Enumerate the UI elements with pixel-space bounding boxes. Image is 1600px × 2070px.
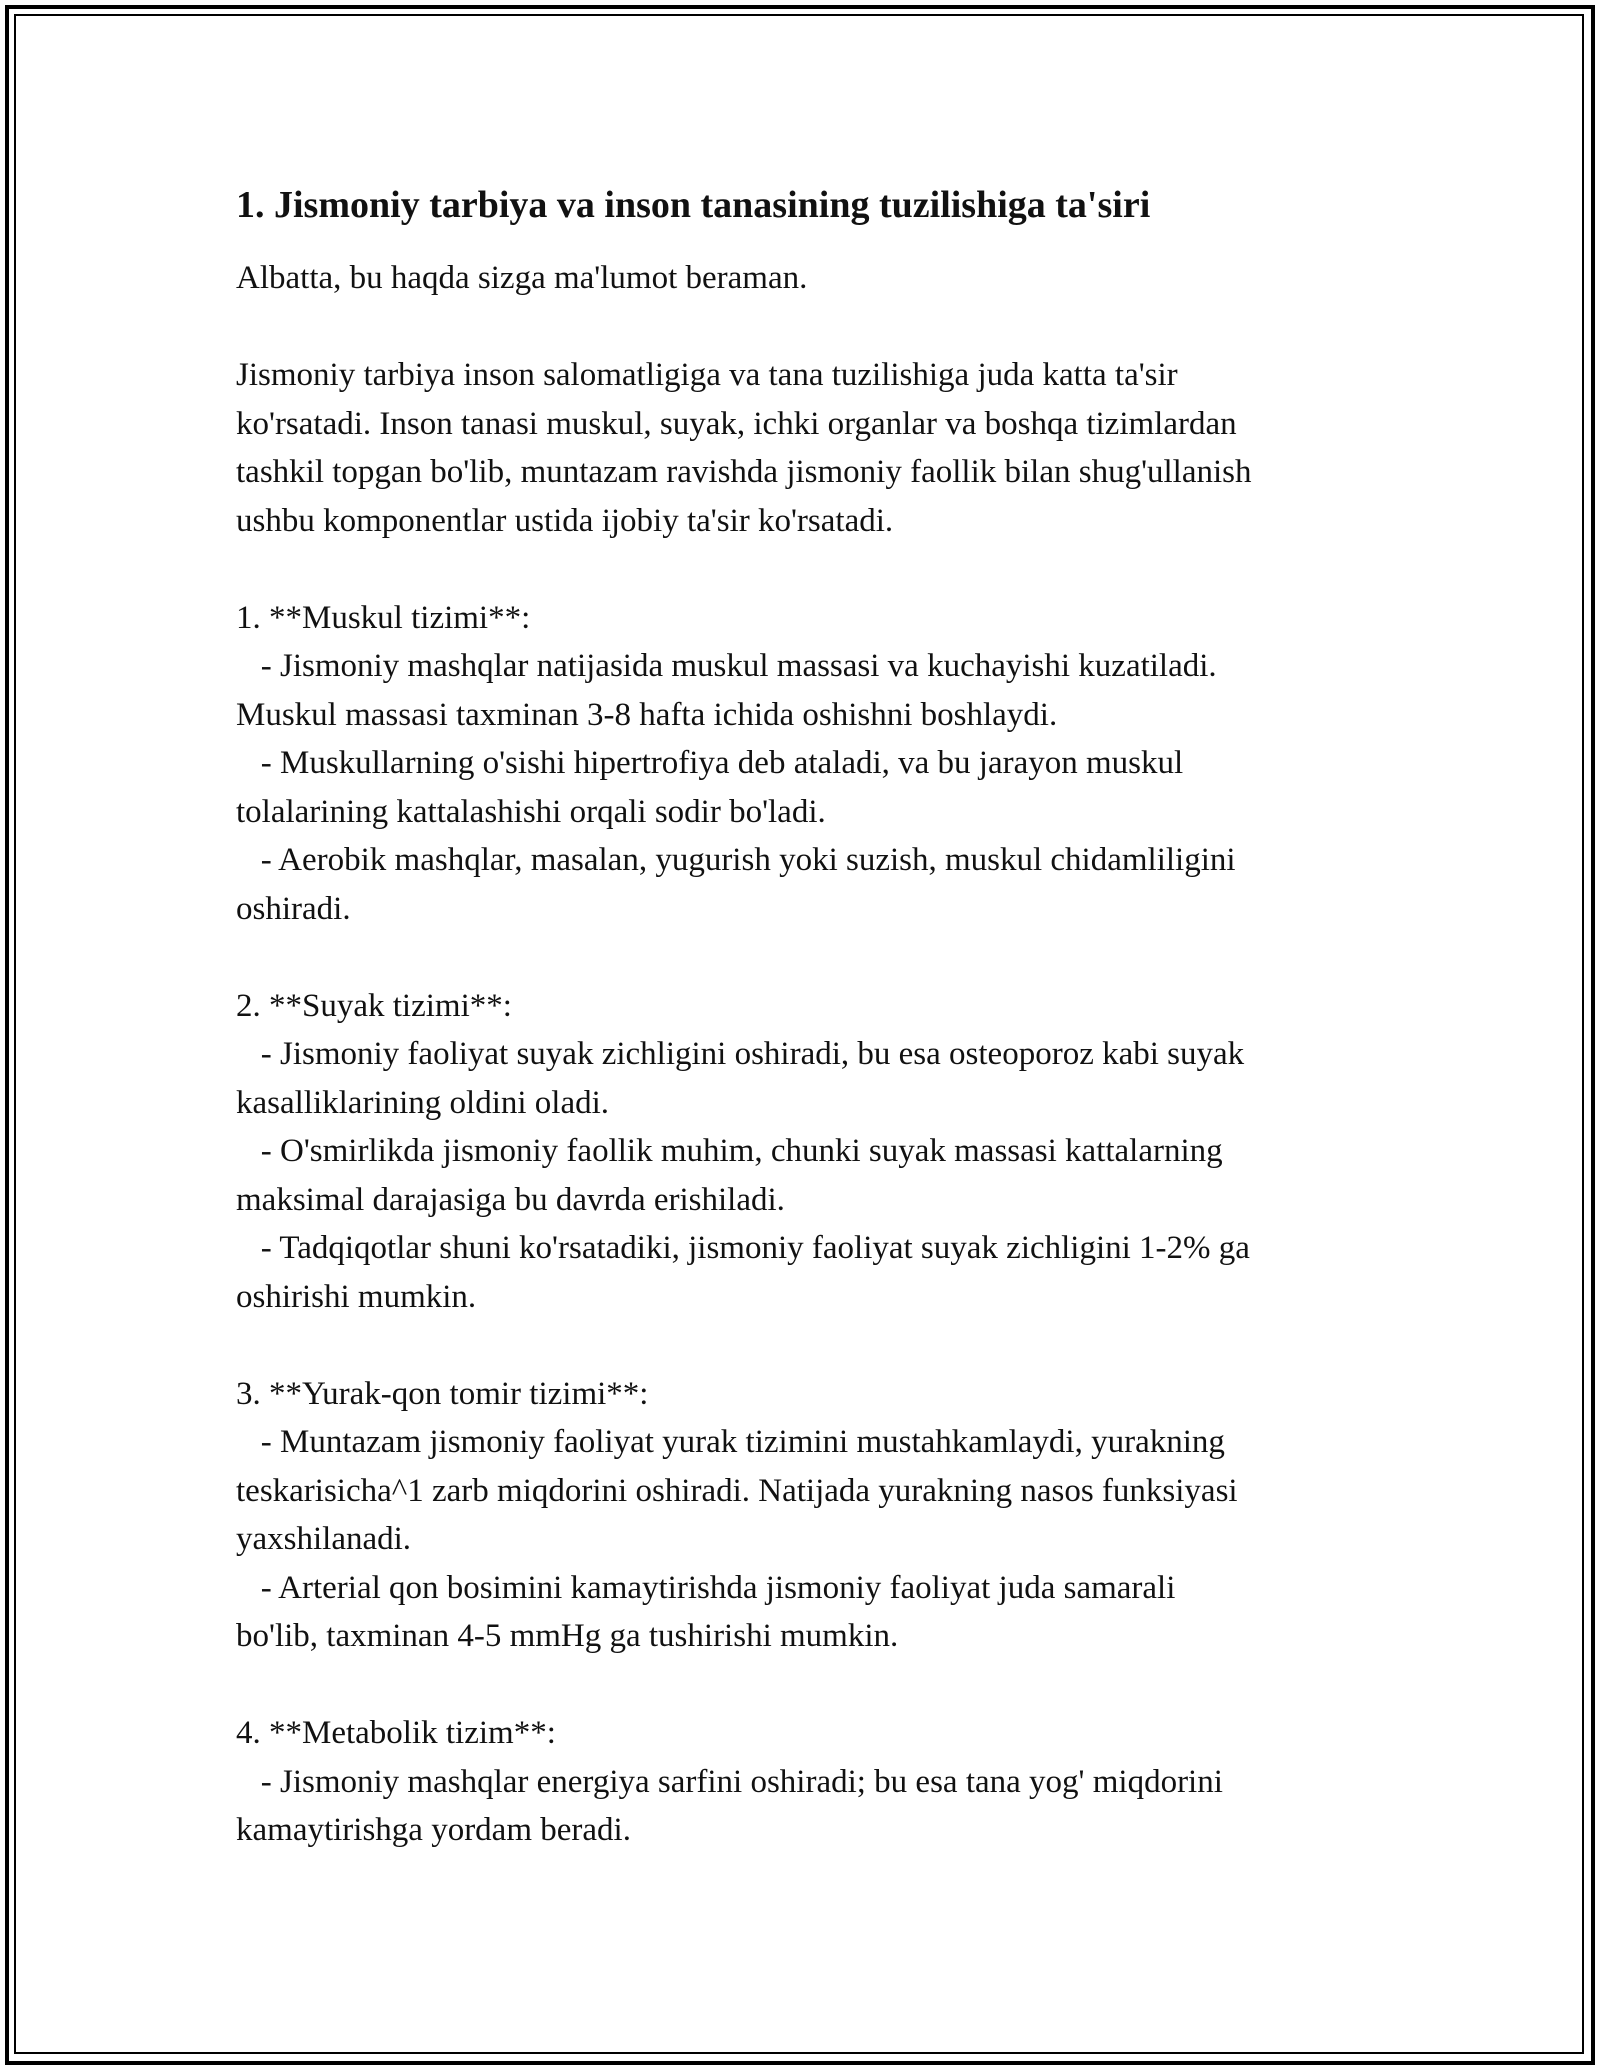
text-line: ko'rsatadi. Inson tanasi muskul, suyak, ichki organlar va boshqa tizimlardan (236, 405, 1237, 442)
text-line: 1. **Muskul tizimi**: (236, 599, 531, 636)
paragraph-gap (236, 1321, 1376, 1370)
text-line: kamaytirishga yordam beradi. (236, 1812, 631, 1848)
text-line: 4. **Metabolik tizim**: (236, 1715, 556, 1751)
text-line: 2. **Suyak tizimi**: (236, 987, 512, 1024)
text-line: tolalarining kattalashishi orqali sodir bo'ladi. (236, 793, 826, 830)
paragraph-gap (236, 545, 1376, 594)
text-line: - Tadqiqotlar shuni ko'rsatadiki, jismoniy faoliyat suyak zichligini 1-2% ga (236, 1230, 1250, 1266)
document-text (236, 254, 1376, 1855)
text-line: - Jismoniy mashqlar energiya sarfini oshiradi; bu esa tana yog' miqdorini (236, 1763, 1223, 1800)
text-line: tashkil topgan bo'lib, muntazam ravishda jismoniy faollik bilan shug'ullanish (236, 454, 1252, 490)
text-line: - Muskullarning o'sishi hipertrofiya deb ataladi, va bu jarayon muskul (236, 745, 1184, 781)
page-title: 1. Jismoniy tarbiya va inson tanasining tuzilishiga ta'siri (236, 184, 1151, 226)
text-line: - Jismoniy faoliyat suyak zichligini oshiradi, bu esa osteoporoz kabi suyak (236, 1036, 1245, 1072)
text-line: - Jismoniy mashqlar natijasida muskul massasi va kuchayishi kuzatiladi. (236, 648, 1217, 684)
text-line: oshiradi. (236, 890, 351, 927)
text-line: - O'smirlikda jismoniy faollik muhim, chunki suyak massasi kattalarning (236, 1133, 1223, 1169)
text-line: Muskul massasi taxminan 3-8 hafta ichida oshishni boshlaydi. (236, 696, 1058, 733)
text-line: - Muntazam jismoniy faoliyat yurak tizimini mustahkamlaydi, yurakning (236, 1424, 1225, 1460)
text-line: bo'lib, taxminan 4-5 mmHg ga tushirishi mumkin. (236, 1618, 899, 1654)
paragraph-gap (236, 1661, 1376, 1710)
document-body (236, 180, 1376, 1855)
text-line: Jismoniy tarbiya inson salomatligiga va tana tuzilishiga juda katta ta'sir (236, 357, 1178, 393)
text-line: - Arterial qon bosimini kamaytirishda jismoniy faoliyat juda samarali (236, 1569, 1176, 1606)
text-line: maksimal darajasiga bu davrda erishiladi. (236, 1181, 785, 1218)
paragraph-gap (236, 933, 1376, 982)
text-line: - Aerobik mashqlar, masalan, yugurish yoki suzish, muskul chidamliligini (236, 842, 1236, 878)
text-line: oshirishi mumkin. (236, 1278, 477, 1315)
text-line: kasalliklarining oldini oladi. (236, 1084, 610, 1121)
text-line: Albatta, bu haqda sizga ma'lumot beraman. (236, 260, 808, 296)
text-line: ushbu komponentlar ustida ijobiy ta'sir ko'rsatadi. (236, 502, 894, 539)
paragraph-gap (236, 303, 1376, 352)
text-line: teskarisicha^1 zarb miqdorini oshiradi. Natijada yurakning nasos funksiyasi (236, 1472, 1238, 1509)
text-line: yaxshilanadi. (236, 1521, 412, 1557)
text-line: 3. **Yurak-qon tomir tizimi**: (236, 1375, 649, 1412)
